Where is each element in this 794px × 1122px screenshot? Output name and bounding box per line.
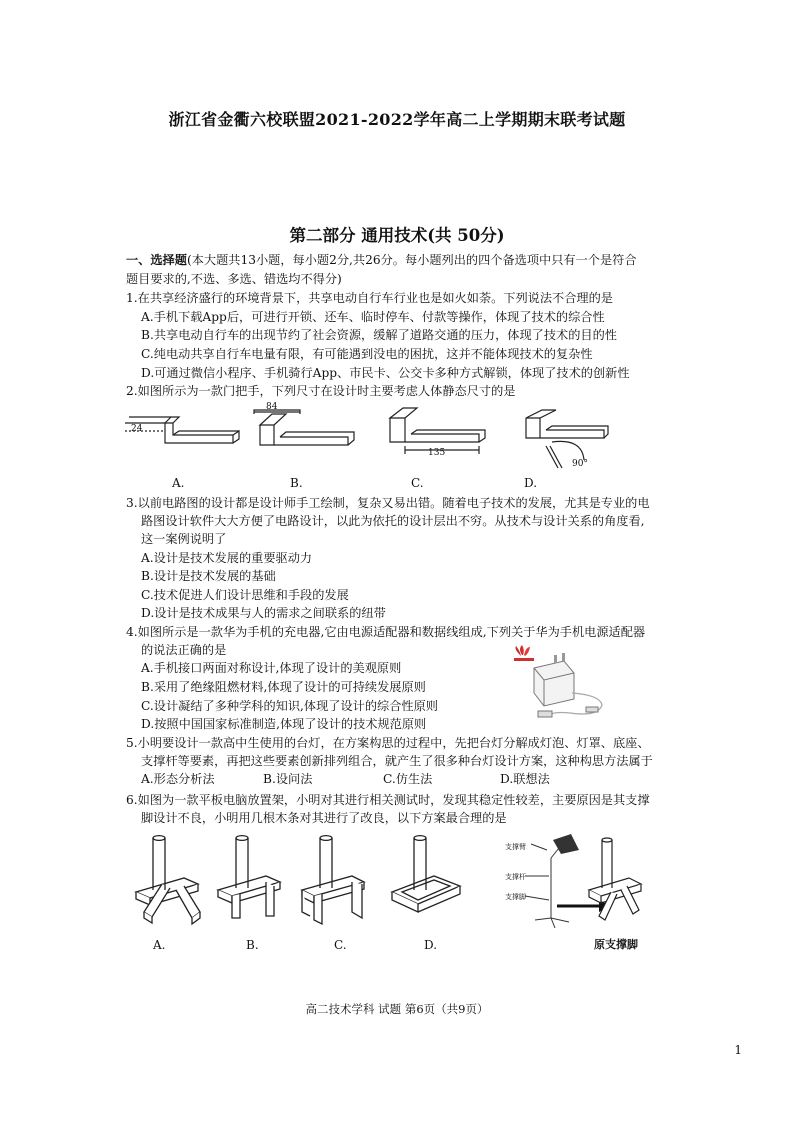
q1-option-a: A.手机下载App后，可进行开锁、还车、临时停车、付款等操作，体现了技术的综合性 (141, 310, 605, 324)
q4-option-c: C.设计凝结了多种学科的知识,体现了设计的综合性原则 (141, 699, 438, 713)
q6-stand-b (208, 832, 293, 932)
q4-option-a: A.手机接口两面对称设计,体现了设计的美观原则 (141, 661, 402, 675)
page-number: 1 (734, 1043, 742, 1057)
q1-stem: 1.在共享经济盛行的环境背景下，共享电动自行车行业也是如火如荼。下列说法不合理的是 (126, 291, 613, 305)
q6-label-c: C. (334, 938, 347, 952)
q5-option-b: B.设问法 (263, 772, 313, 786)
section-intro: (本大题共13小题，每小题2分,共26分。每小题列出的四个备选项中只有一个是符合 (186, 253, 637, 267)
q6-stand-a (124, 832, 209, 932)
q3-option-c: C.技术促进人们设计思维和手段的发展 (141, 588, 349, 602)
q6-label-a: A. (153, 938, 166, 952)
q6-stem-1: 6.如图为一款平板电脑放置架，小明对其进行相关测试时，发现其稳定性较差，主要原因是其支撑 (126, 793, 650, 807)
q4-stem-1: 4.如图所示是一款华为手机的充电器,它由电源适配器和数据线组成,下列关于华为手机电源适配器 (126, 625, 646, 639)
q6-original-caption: 原支撑脚 (594, 938, 638, 951)
q3-stem-1: 3.以前电路图的设计都是设计师手工绘制，复杂又易出错。随着电子技术的发展，尤其是专业的电 (126, 496, 650, 510)
q2-dim-d: 90° (572, 459, 588, 469)
q3-option-b: B.设计是技术发展的基础 (141, 569, 276, 583)
q3-stem-3: 这一案例说明了 (141, 532, 227, 546)
q6-stem-2: 脚设计不良，小明用几根木条对其进行了改良，以下方案最合理的是 (141, 811, 507, 825)
q2-label-d: D. (524, 476, 538, 490)
q2-dim-b: 84 (266, 402, 278, 412)
q2-handle-b (240, 400, 360, 465)
q6-label-d: D. (424, 938, 438, 952)
huawei-logo-icon (514, 645, 534, 661)
q4-option-b: B.采用了绝缘阻燃材料,体现了设计的可持续发展原则 (141, 680, 426, 694)
section-intro-line-2: 题目要求的,不选、多选、错选均不得分) (126, 272, 342, 286)
q2-handle-d (512, 402, 622, 474)
page-footer: 高二技术学科 试题 第6页（共9页） (305, 1002, 489, 1016)
q2-dim-c: 135 (428, 448, 446, 458)
q6-stand-d (384, 832, 469, 932)
q5-option-a: A.形态分析法 (141, 772, 215, 786)
q1-option-b: B.共享电动自行车的出现节约了社会资源，缓解了道路交通的压力，体现了技术的目的性 (141, 328, 617, 342)
q2-label-b: B. (290, 476, 303, 490)
q4-stem-2: 的说法正确的是 (141, 643, 227, 657)
charger-image (510, 643, 610, 723)
q6-label-support-foot: 支撑脚 (505, 893, 526, 901)
q5-stem-1: 5.小明要设计一款高中生使用的台灯，在方案构思的过程中，先把台灯分解成灯泡、灯罩、底座、 (126, 736, 650, 750)
q2-label-c: C. (411, 476, 424, 490)
q6-stand-c (292, 832, 377, 932)
q3-stem-2: 路图设计软件大大方便了电路设计，以此为依托的设计层出不穷。从技术与设计关系的角度看, (141, 514, 645, 528)
q5-option-d: D.联想法 (500, 772, 550, 786)
section-heading: 一、选择题 (126, 253, 187, 267)
q2-label-a: A. (172, 476, 185, 490)
part-title: 第二部分 通用技术(共 50分) (289, 226, 505, 245)
q1-option-d: D.可通过微信小程序、手机骑行App、市民卡、公交卡多种方式解锁，体现了技术的创新性 (141, 366, 630, 380)
q6-label-b: B. (246, 938, 259, 952)
q5-option-c: C.仿生法 (383, 772, 433, 786)
q6-label-support-rod: 支撑杆 (505, 873, 526, 881)
q3-option-a: A.设计是技术发展的重要驱动力 (141, 551, 313, 565)
section-intro-line-1 (126, 251, 637, 269)
q2-dim-a: 24 (131, 424, 143, 434)
q2-stem: 2.如图所示为一款门把手，下列尺寸在设计时主要考虑人体静态尺寸的是 (126, 384, 516, 398)
document-title: 浙江省金衢六校联盟2021-2022学年高二上学期期末联考试题 (168, 110, 626, 129)
q2-handle-a (125, 405, 245, 465)
q6-label-support-arm: 支撑臂 (505, 843, 526, 851)
q5-stem-2: 支撑杆等要素，再把这些要素创新排列组合，就产生了很多种台灯设计方案，这种构思方法属于 (141, 754, 653, 768)
q4-option-d: D.按照中国国家标准制造,体现了设计的技术规范原则 (141, 717, 427, 731)
q3-option-d: D.设计是技术成果与人的需求之间联系的纽带 (141, 606, 386, 620)
q1-option-c: C.纯电动共享自行车电量有限，有可能遇到没电的困扰，这并不能体现技术的复杂性 (141, 347, 593, 361)
